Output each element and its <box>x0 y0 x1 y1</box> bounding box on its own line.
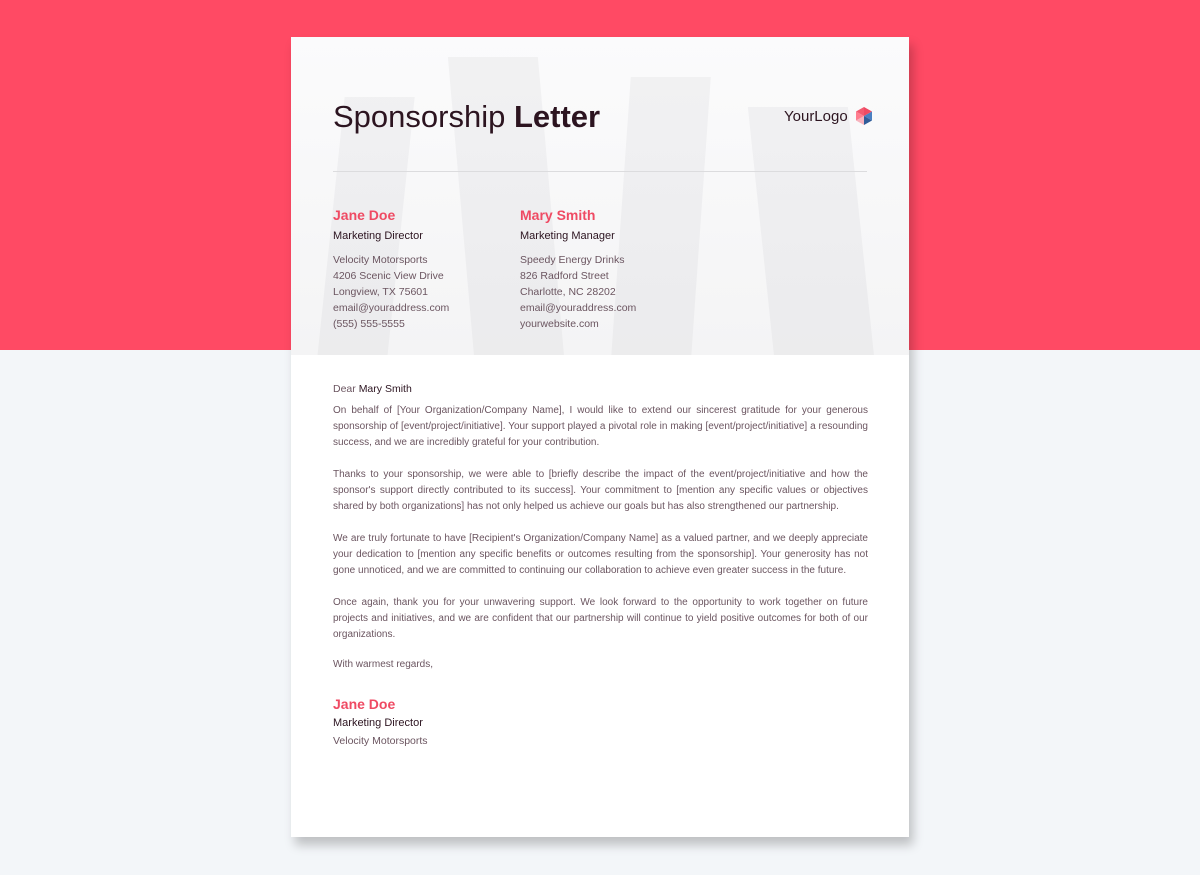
signature-role: Marketing Director <box>333 717 423 729</box>
recipient-website: yourwebsite.com <box>520 318 599 330</box>
sender-city: Longview, TX 75601 <box>333 286 428 298</box>
recipient-city: Charlotte, NC 28202 <box>520 286 616 298</box>
letter-page <box>291 37 909 837</box>
recipient-role: Marketing Manager <box>520 230 615 242</box>
closing-line: With warmest regards, <box>333 659 434 670</box>
logo-text: YourLogo <box>784 107 848 125</box>
recipient-block <box>520 207 700 332</box>
page-title <box>333 99 600 135</box>
sender-street: 4206 Scenic View Drive <box>333 270 444 282</box>
signature-company: Velocity Motorsports <box>333 735 428 747</box>
hexagon-logo-icon <box>854 106 874 126</box>
sender-name: Jane Doe <box>333 207 396 223</box>
title-bold: Letter <box>513 99 601 134</box>
sender-email: email@youraddress.com <box>333 302 450 314</box>
company-logo <box>784 106 874 126</box>
signature-name: Jane Doe <box>333 696 396 712</box>
background-building <box>748 107 874 355</box>
salutation-greeting: Dear <box>333 383 356 395</box>
sender-phone: (555) 555-5555 <box>333 318 405 330</box>
recipient-email: email@youraddress.com <box>520 302 637 314</box>
sender-block <box>333 207 513 332</box>
salutation <box>333 383 868 395</box>
sender-role: Marketing Director <box>333 230 423 242</box>
letter-paragraph: Thanks to your sponsorship, we were able to [briefly describe the impact of the event/project/initiative and how the sponsor's support directly contributed to its success]. Your commitment to [mention any specific values or objectives shared by both organizations] has not only helped us achieve our goals but has also strengthened our partnership. <box>333 469 868 512</box>
salutation-name: Mary Smith <box>358 383 412 395</box>
letter-paragraph: We are truly fortunate to have [Recipient's Organization/Company Name] as a valued partner, and we deeply appreciate your dedication to [mention any specific benefits or outcomes resulting from the sponsorship]. Your generosity has not gone unnoticed, and we are committed to continuing our collaboration to achieve even greater success in the future. <box>333 533 868 576</box>
recipient-street: 826 Radford Street <box>520 270 609 282</box>
recipient-name: Mary Smith <box>520 207 596 223</box>
sender-company: Velocity Motorsports <box>333 254 428 266</box>
recipient-company: Speedy Energy Drinks <box>520 254 625 266</box>
letter-body <box>333 383 868 747</box>
letter-paragraph: On behalf of [Your Organization/Company Name], I would like to extend our sincerest gratitude for your generous sponsorship of [event/project/initiative]. Your support played a pivotal role in making [event/project/initiative] a resounding success, and we are incredibly grateful for your contribution. <box>333 405 868 448</box>
title-regular: Sponsorship <box>333 99 506 134</box>
header-divider <box>333 171 867 172</box>
letter-paragraph: Once again, thank you for your unwavering support. We look forward to the opportunity to work together on future projects and initiatives, and we are confident that our partnership will continue to yield positive outcomes for both of our organizations. <box>333 597 868 640</box>
